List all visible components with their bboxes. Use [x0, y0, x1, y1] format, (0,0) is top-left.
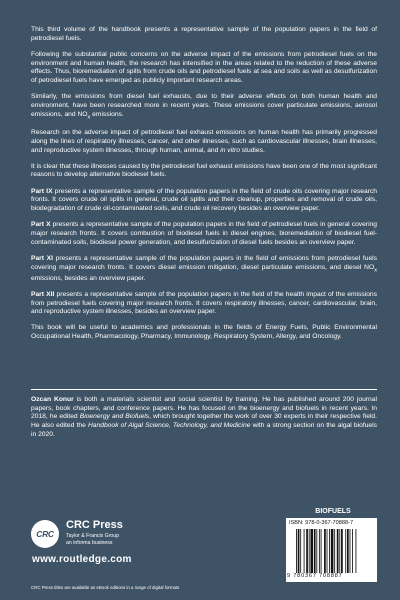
barcode-bar [298, 529, 300, 573]
barcode-bar [296, 529, 297, 573]
barcode-bar [341, 529, 343, 573]
barcode-bar [314, 529, 316, 573]
author-bio-text-2: , which brought together the work of over 30 experts in their respective field. He also edited the [31, 413, 378, 430]
part-ix-paragraph [31, 188, 377, 214]
crc-press-logo [31, 520, 59, 548]
book-title-algal-handbook: Handbook of Algal Science, Technology, and Medicine [87, 422, 251, 430]
isbn-number: ISBN: 978-0-367-70888-7 [289, 520, 354, 526]
paragraph-health-research [31, 129, 377, 155]
barcode-digits: 9 780367 708887 [287, 573, 343, 579]
paragraph-emissions [31, 93, 377, 121]
barcode-bar [329, 529, 330, 573]
part-x-paragraph [31, 221, 377, 247]
part-xi-text: presents a representative sample of the population papers in the field of emissions from petrodiesel fuels covering major research fronts. It covers diesel emission mitigation, diesel particulate emissions, and diesel NO [31, 254, 377, 271]
barcode-bar [339, 529, 340, 573]
part-x-text: presents a representative sample of the population papers in the field of petrodiesel fuels in general covering major research fronts. It covers combustion of biodiesel fuels in diesel engines, bioremediation of biodiesel fuel-contaminated soils, biodiesel power generation, and desulfurization of diesel fuels besides an overview paper. [31, 221, 377, 246]
publisher-name: CRC Press [66, 519, 123, 531]
part-xii-text: presents a representative sample of the population papers in the field of the health impact of the emissions from petrodiesel fuels covering major research fronts. It covers respiratory illnesses, cancer, cardiovascular, brain, and reproductive system illnesses, besides an overview paper. [31, 290, 377, 316]
closing-paragraph: This book will be useful to academics and professionals in the fields of Energy Fuels, Public Environmental Occupational Health, Pharmacology, Pharmacy, Immunology, Respiratory System, Allergy, and Oncology. [31, 324, 377, 341]
barcode-bar [319, 529, 320, 573]
book-category: BIOFUELS [315, 508, 351, 515]
barcode-bar [309, 529, 310, 573]
publisher-website-link[interactable]: www.routledge.com [32, 554, 132, 565]
part-xi-text-end: emissions, besides an overview paper. [31, 274, 146, 282]
barcode-bar [321, 529, 322, 573]
part-xi-paragraph [31, 255, 377, 283]
paragraph-emissions-text: Similarly, the emissions from diesel fuel exhausts, due to their adverse effects on both human health and environment, have been researched more in recent years. These emissions cover particulate emissions, aerosol emissions, and NO [31, 93, 377, 118]
barcode-bar [324, 529, 326, 573]
author-bio-text-1: is both a materials scientist and social scientist by training. He has published around 200 journal papers, book chapters, and conference papers. He has focused on the bioenergy and biofuels in recent years. In 2018, he edited [31, 396, 377, 421]
isbn-barcode-box [286, 518, 377, 582]
section-divider [31, 389, 377, 390]
barcode-bar [300, 529, 301, 573]
publisher-business: an informa business [66, 540, 113, 546]
part-ix-label: Part IX [31, 187, 53, 195]
paragraph-health-text: Research on the adverse impact of petrodiesel fuel exhaust emissions on human health has primarily progressed along the lines of respiratory illnesses, cancer, and other illnesses, such as cardiovascular illnesses, brain illnesses, and reproductive system illnesses, through human, animal, and [31, 129, 377, 154]
book-title-bioenergy: Bioenergy and Biofuels [79, 413, 150, 421]
author-bio [31, 396, 377, 440]
barcode-bar [337, 529, 339, 573]
barcode-bar [334, 529, 335, 573]
part-ix-text: presents a representative sample of the population papers in the field of crude oils covering major research fronts. It covers crude oil spills in general, crude oil spills and their cleanup, properties and removal of crude oils, biodegradation of crude oil-contaminated soils, and crude oil recovery besides an overview paper. [31, 187, 377, 213]
intro-paragraph: This third volume of the handbook presents a representative sample of the population papers in the field of petrodiesel fuels. [31, 26, 377, 42]
barcode-bar [306, 529, 308, 573]
paragraph-alternative-fuels: It is clear that these illnesses caused by the petrodiesel fuel exhaust emissions have been one of the most significant reasons to develop alternative biodiesel fuels. [31, 162, 377, 179]
part-x-label: Part X [31, 221, 51, 229]
crc-logo-text: CRC [36, 529, 54, 539]
barcode-bar [304, 529, 305, 573]
back-cover-body [31, 26, 377, 349]
barcode-bar [347, 529, 349, 573]
barcode-bar [331, 529, 334, 573]
barcode-bar [345, 529, 346, 573]
author-name: Ozcan Konur [31, 396, 74, 403]
barcode-bar [350, 529, 351, 573]
in-vitro-italic: in vitro [220, 146, 240, 154]
paragraph-emissions-end: emissions. [90, 110, 124, 118]
ebook-availability-note: CRC Press titles are available as eBook editions in a range of digital formats [31, 585, 180, 590]
publisher-group: Taylor & Francis Group [66, 533, 120, 539]
paragraph-pollution-concerns: Following the substantial public concerns on the adverse impact of the emissions from petrodiesel fuels on the environment and human health, the research has intensified in the areas related to the reduction of these adverse effects. Thus, bioremediation of spills from crude oils and petrodiesel fuels at sea and soils as well as desulfurization of petrodiesel fuels have emerged as publicly important research areas. [31, 50, 377, 85]
barcode-icon [296, 529, 372, 573]
part-xii-label: Part XII [31, 290, 55, 298]
barcode-bar [327, 529, 328, 573]
barcode-bar [316, 529, 317, 573]
nox-subscript: x [87, 113, 91, 120]
barcode-bar [310, 529, 313, 573]
author-bio-text-3: with a strong section on the algal biofuels in 2020. [31, 422, 377, 438]
part-xii-paragraph [31, 291, 377, 317]
paragraph-health-end: studies. [239, 146, 265, 154]
publisher-block [31, 512, 211, 582]
author-bio-paragraph [31, 396, 377, 440]
part-xi-label: Part XI [31, 254, 53, 262]
barcode-bar [352, 529, 353, 573]
part-xi-nox-subscript: x [374, 266, 377, 273]
barcode-bar [356, 529, 357, 573]
